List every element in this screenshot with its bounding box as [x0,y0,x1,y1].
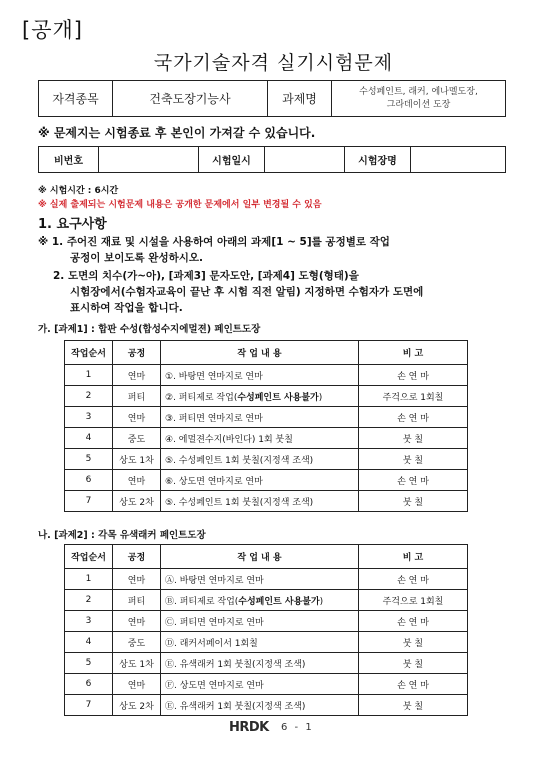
step-text: . 수성페인트 1회 붓칠(지정색 조색) [173,455,314,466]
row-order: 4 [65,428,113,449]
row-note: 붓 칠 [359,653,468,674]
step-text-tail: ) [318,392,323,403]
row-order: 3 [65,611,113,632]
row-step: 연마 [113,407,161,428]
row-note: 주걱으로 1회칠 [359,590,468,611]
requirements-heading: 1. 요구사항 [38,217,107,232]
step-marker: ⑤ [165,455,174,466]
req-item-2-line2: 시험장에서(수험자교육이 끝난 후 시험 직전 알림) 지정하면 수험자가 도면에 [70,286,424,298]
col-order: 작업순서 [65,341,113,365]
step-marker: ① [165,371,174,382]
row-step: 연마 [113,569,161,590]
req-item-1-line1: ※ 1. 주어진 재료 및 시설을 사용하여 아래의 과제[1 ~ 5]를 공정별로 작업 [38,236,390,248]
step-text: . 유색래커 1회 붓칠(지정색 조색) [174,701,306,712]
row-content [161,653,359,674]
row-note: 붓 칠 [359,449,468,470]
row-order: 2 [65,386,113,407]
row-order: 2 [65,590,113,611]
step-marker: Ⓒ [165,617,175,628]
row-content [161,449,359,470]
row-note: 손 연 마 [359,470,468,491]
col-note: 비 고 [359,545,468,569]
id-number-label: 비번호 [39,147,99,173]
step-text: . 래커서페이서 1회칠 [174,638,258,649]
step-text-tail: ) [319,596,324,607]
row-step: 상도 2차 [113,491,161,512]
row-order: 7 [65,695,113,716]
row-content [161,611,359,632]
id-date-value[interactable] [265,147,345,173]
step-text: . 퍼티제로 작업( [174,596,239,607]
col-note: 비 고 [359,341,468,365]
row-note: 붓 칠 [359,428,468,449]
step-marker: ② [165,392,174,403]
task1-table [64,340,468,512]
row-note: 붓 칠 [359,695,468,716]
row-order: 4 [65,632,113,653]
row-order: 1 [65,365,113,386]
task2-title: 나. [과제2] : 각목 유색래커 페인트도장 [38,530,206,541]
change-warning: ※ 실제 출제되는 시험문제 내용은 공개한 문제에서 일부 변경될 수 있음 [38,200,322,210]
step-text: . 상도면 연마지로 연마 [173,476,263,487]
col-content: 작 업 내 용 [161,341,359,365]
row-step: 상도 1차 [113,653,161,674]
table-row [65,653,468,674]
row-content [161,695,359,716]
req-item-2-line1: 2. 도면의 치수(가~아), [과제3] 문자도안, [과제4] 도형(형태)을 [53,270,359,282]
row-content [161,674,359,695]
step-marker: ③ [165,413,174,424]
req-item-2-line3: 표시하여 작업을 합니다. [70,302,183,314]
step-text: . 퍼티면 연마지로 연마 [173,413,263,424]
row-note: 붓 칠 [359,632,468,653]
row-step: 연마 [113,470,161,491]
row-note: 주걱으로 1회칠 [359,386,468,407]
public-mark: [공개] [22,18,83,42]
row-step: 퍼티 [113,386,161,407]
row-content [161,632,359,653]
row-note: 손 연 마 [359,674,468,695]
col-step: 공정 [113,545,161,569]
step-text: . 바탕면 연마지로 연마 [173,371,263,382]
exam-time: ※ 시험시간 : 6시간 [38,186,119,196]
id-date-label: 시험일시 [199,147,265,173]
step-marker: ④ [165,434,174,445]
step-text: . 유색래커 1회 붓칠(지정색 조색) [174,659,306,670]
table-row [65,611,468,632]
row-content [161,569,359,590]
row-step: 상도 2차 [113,695,161,716]
row-order: 3 [65,407,113,428]
id-place-value[interactable] [411,147,506,173]
table-row [65,632,468,653]
step-marker: Ⓕ [165,680,175,691]
table-row [65,491,468,512]
table-row [65,449,468,470]
task1-title: 가. [과제1] : 합판 수성(합성수지에멀젼) 페인트도장 [38,324,261,335]
row-note: 손 연 마 [359,569,468,590]
exam-id-table [38,146,506,173]
row-step: 연마 [113,365,161,386]
row-step: 연마 [113,611,161,632]
task-value: 수성페인트, 래커, 에나멜도장, 그라데이션 도장 [332,81,506,117]
row-content [161,590,359,611]
row-content [161,386,359,407]
step-emphasis: 수성페인트 사용불가 [237,392,319,403]
step-text: . 퍼티면 연마지로 연마 [174,617,264,628]
row-step: 중도 [113,632,161,653]
step-marker: Ⓐ [165,575,175,586]
row-note: 손 연 마 [359,611,468,632]
page-number: 6 - 1 [281,722,314,733]
id-place-label: 시험장명 [345,147,411,173]
step-marker: Ⓓ [165,638,175,649]
col-step: 공정 [113,341,161,365]
row-content [161,428,359,449]
step-marker: Ⓔ [165,659,175,670]
qual-value: 건축도장기능사 [113,81,268,117]
row-step: 연마 [113,674,161,695]
row-step: 퍼티 [113,590,161,611]
step-text: . 에멀젼수지(바인다) 1회 붓칠 [173,434,293,445]
table-row [65,428,468,449]
row-order: 1 [65,569,113,590]
row-step: 상도 1차 [113,449,161,470]
row-step: 중도 [113,428,161,449]
notice-text: ※ 문제지는 시험종료 후 본인이 가져갈 수 있습니다. [38,126,316,140]
row-content [161,407,359,428]
task2-table [64,544,468,716]
qualification-table [38,80,506,117]
step-marker: ⑥ [165,476,174,487]
row-order: 7 [65,491,113,512]
step-text: . 상도면 연마지로 연마 [174,680,264,691]
row-note: 손 연 마 [359,365,468,386]
row-note: 손 연 마 [359,407,468,428]
table-row [65,365,468,386]
col-content: 작 업 내 용 [161,545,359,569]
row-order: 6 [65,674,113,695]
step-text: . 수성페인트 1회 붓칠(지정색 조색) [173,497,314,508]
row-content [161,470,359,491]
row-content [161,491,359,512]
table-row [65,470,468,491]
table-row [65,674,468,695]
hrdk-logo: HRDK [229,720,269,735]
step-text: . 바탕면 연마지로 연마 [174,575,264,586]
task-label: 과제명 [268,81,332,117]
id-number-value[interactable] [99,147,199,173]
table-row [65,569,468,590]
table-row [65,590,468,611]
table-row [65,386,468,407]
col-order: 작업순서 [65,545,113,569]
qual-label: 자격종목 [39,81,113,117]
step-marker: Ⓑ [165,596,175,607]
step-marker: Ⓔ [165,701,175,712]
row-note: 붓 칠 [359,491,468,512]
row-order: 6 [65,470,113,491]
table-row [65,695,468,716]
row-order: 5 [65,449,113,470]
step-emphasis: 수성페인트 사용불가 [238,596,320,607]
req-item-1-line2: 공정이 보이도록 완성하시오. [70,252,204,264]
row-content [161,365,359,386]
step-text: . 퍼티제로 작업( [173,392,238,403]
table-row [65,407,468,428]
row-order: 5 [65,653,113,674]
step-marker: ⑤ [165,497,174,508]
page-title: 국가기술자격 실기시험문제 [153,52,394,74]
